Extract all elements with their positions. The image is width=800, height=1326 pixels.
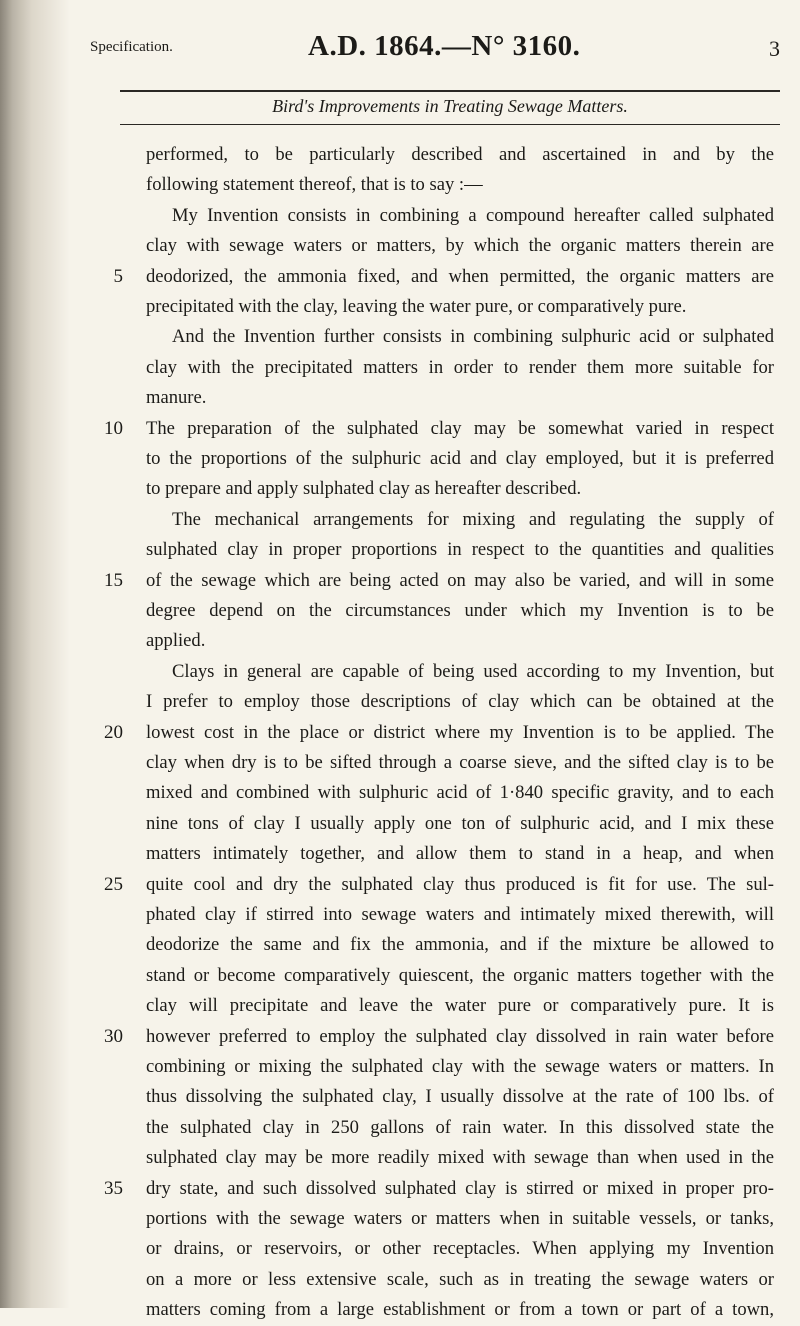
text-line: And the Invention further consists in combining sulphuric acid or sulphated — [172, 326, 774, 348]
text-line: matters coming from a large establishment or from a town or part of a town, — [146, 1299, 774, 1321]
text-line: matters intimately together, and allow them to stand in a heap, and when — [146, 843, 774, 865]
text-line: manure. — [146, 387, 207, 409]
margin-line-number: 15 — [104, 569, 123, 591]
margin-line-number: 25 — [104, 873, 123, 895]
text-line: clay with the precipitated matters in order to render them more suitable for — [146, 356, 774, 378]
text-line: however preferred to employ the sulphated clay dissolved in rain water before — [146, 1025, 774, 1047]
text-line: deodorize the same and fix the ammonia, and if the mixture be allowed to — [146, 934, 774, 956]
text-line: portions with the sewage waters or matters when in suitable vessels, or tanks, — [146, 1208, 774, 1229]
text-line: to prepare and apply sulphated clay as hereafter described. — [146, 478, 582, 500]
text-line: precipitated with the clay, leaving the water pure, or comparatively pure. — [146, 296, 687, 317]
text-line: clay will precipitate and leave the water pure or comparatively pure. It is — [146, 995, 774, 1017]
text-line: quite cool and dry the sulphated clay thus produced is fit for use. The sul- — [146, 873, 774, 895]
text-line: nine tons of clay I usually apply one ton of sulphuric acid, and I mix these — [146, 812, 774, 834]
text-line: clay when dry is to be sifted through a coarse sieve, and the sifted clay is to be — [146, 752, 774, 773]
margin-line-number: 30 — [104, 1025, 123, 1047]
text-line: I prefer to employ those descriptions of clay which can be obtained at the — [146, 691, 774, 713]
text-line: following statement thereof, that is to say :— — [146, 174, 483, 196]
text-line: sulphated clay may be more readily mixed with sewage than when used in the — [146, 1147, 774, 1169]
specification-label: Specification. — [90, 39, 173, 55]
text-line: clay with sewage waters or matters, by which the organic matters therein are — [146, 235, 774, 257]
margin-line-number: 10 — [104, 417, 123, 439]
page-header — [90, 30, 780, 70]
header-rule-bottom — [120, 124, 780, 125]
binding-shadow — [0, 0, 70, 1308]
text-line: sulphated clay in proper proportions in respect to the quantities and qualities — [146, 539, 774, 561]
page-number: 3 — [769, 36, 780, 61]
text-line: applied. — [146, 630, 206, 652]
text-line: of the sewage which are being acted on may also be varied, and will in some — [146, 569, 774, 591]
text-line: combining or mixing the sulphated clay with the sewage waters or matters. In — [146, 1056, 774, 1077]
text-line: lowest cost in the place or district where my Invention is to be applied. The — [146, 721, 774, 743]
margin-line-number: 35 — [104, 1177, 123, 1199]
text-line: thus dissolving the sulphated clay, I usually dissolve at the rate of 100 lbs. of — [146, 1086, 774, 1108]
text-line: to the proportions of the sulphuric acid and clay employed, but it is preferred — [146, 448, 774, 469]
text-line: the sulphated clay in 250 gallons of rain water. In this dissolved state the — [146, 1116, 774, 1138]
text-line: The mechanical arrangements for mixing and regulating the supply of — [172, 508, 774, 530]
text-line: deodorized, the ammonia fixed, and when permitted, the organic matters are — [146, 265, 774, 287]
text-line: mixed and combined with sulphuric acid of 1·840 specific gravity, and to each — [146, 782, 774, 804]
text-line: phated clay if stirred into sewage waters and intimately mixed therewith, will — [146, 904, 774, 925]
text-line: performed, to be particularly described and ascertained in and by the — [146, 144, 774, 165]
text-line: or drains, or reservoirs, or other receptacles. When applying my Invention — [146, 1238, 774, 1260]
margin-line-number: 5 — [113, 265, 123, 287]
text-line: My Invention consists in combining a compound hereafter called sulphated — [172, 204, 774, 226]
text-line: degree depend on the circumstances under which my Invention is to be — [146, 600, 774, 621]
text-line: Clays in general are capable of being used according to my Invention, but — [172, 660, 774, 682]
patent-number: A.D. 1864.—N° 3160. — [308, 30, 581, 62]
margin-line-number: 20 — [104, 721, 123, 743]
text-line: on a more or less extensive scale, such as in treating the sewage waters or — [146, 1268, 774, 1290]
text-line: dry state, and such dissolved sulphated clay is stirred or mixed in proper pro- — [146, 1177, 774, 1199]
text-line: stand or become comparatively quiescent, the organic matters together with the — [146, 964, 774, 986]
text-line: The preparation of the sulphated clay may be somewhat varied in respect — [146, 417, 774, 439]
running-title: Bird's Improvements in Treating Sewage Matters. — [272, 96, 628, 116]
header-rule-top — [120, 90, 780, 92]
